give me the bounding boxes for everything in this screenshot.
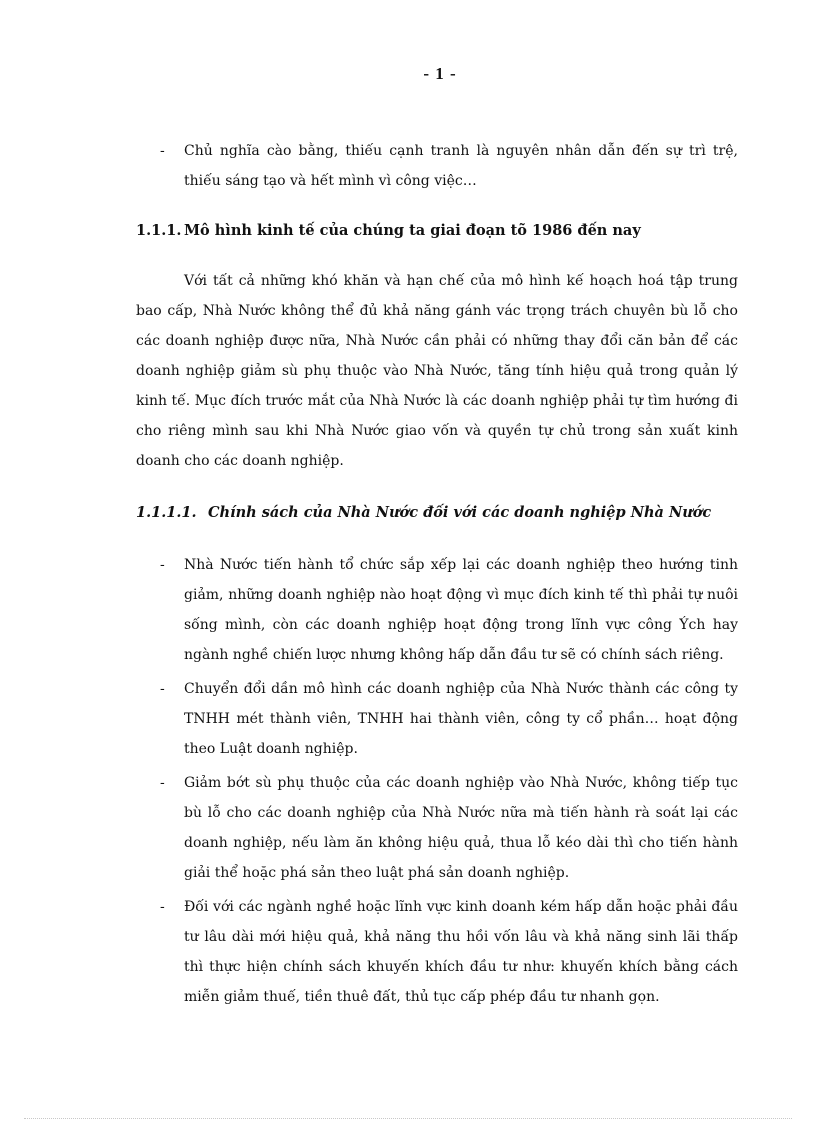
bullet-dash: - <box>160 143 165 159</box>
section-heading-1-1-1 <box>136 216 738 246</box>
bullet-text: Nhà Nước tiến hành tổ chức sắp xếp lại các doanh nghiệp theo hướng tinh giảm, những doanh nghiệp nào hoạt động vì mục đích kinh tế thì phải tự nuôi sống mình, còn các doanh nghiệp hoạt động trong lĩnh vực công Ých hay ngành nghề chiến lược nhưng không hấp dẫn đầu tư sẽ có chính sách riêng. <box>184 557 738 663</box>
bullet-dash: - <box>160 899 165 915</box>
bullet-dash: - <box>160 775 165 791</box>
page-bottom-divider <box>24 1118 792 1119</box>
subsection-title: Chính sách của Nhà Nước đối với các doanh nghiệp Nhà Nước <box>208 504 712 521</box>
bullet-text: Giảm bớt sù phụ thuộc của các doanh nghiệp vào Nhà Nước, không tiếp tục bù lỗ cho các doanh nghiệp của Nhà Nước nữa mà tiến hành rà soát lại các doanh nghiệp, nếu làm ăn không hiệu quả, thua lỗ kéo dài thì cho tiến hành giải thể hoặc phá sản theo luật phá sản doanh nghiệp. <box>184 775 738 881</box>
document-body <box>136 136 738 1012</box>
bullet-text: Chuyển đổi dần mô hình các doanh nghiệp của Nhà Nước thành các công ty TNHH mét thành viên, TNHH hai thành viên, công ty cổ phần… hoạt động theo Luật doanh nghiệp. <box>184 681 738 757</box>
bullet-text: Đối với các ngành nghề hoặc lĩnh vực kinh doanh kém hấp dẫn hoặc phải đầu tư lâu dài mới hiệu quả, khả năng thu hồi vốn lâu và khả năng sinh lãi thấp thì thực hiện chính sách khuyến khích đầu tư như: khuyến khích bằng cách miễn giảm thuế, tiền thuê đất, thủ tục cấp phép đầu tư nhanh gọn. <box>184 899 738 1005</box>
section-title: Mô hình kinh tế của chúng ta giai đoạn tõ 1986 đến nay <box>184 222 641 239</box>
intro-bullet <box>136 136 738 196</box>
bullet-text: Chủ nghĩa cào bằng, thiếu cạnh tranh là nguyên nhân dẫn đến sự trì trệ, thiếu sáng tạo và hết mình vì công việc… <box>184 143 738 189</box>
body-paragraph: Với tất cả những khó khăn và hạn chế của mô hình kế hoạch hoá tập trung bao cấp, Nhà Nước không thể đủ khả năng gánh vác trọng trách chuyên bù lỗ cho các doanh nghiệp được nữa, Nhà Nước cần phải có những thay đổi căn bản để các doanh nghiệp giảm sù phụ thuộc vào Nhà Nước, tăng tính hiệu quả trong quản lý kinh tế. Mục đích trước mắt của Nhà Nước là các doanh nghiệp phải tự tìm hướng đi cho riêng mình sau khi Nhà Nước giao vốn và quyền tự chủ trong sản xuất kinh doanh cho các doanh nghiệp. <box>136 273 738 469</box>
policy-bullet-3 <box>136 768 738 888</box>
subsection-number: 1.1.1.1. <box>136 504 197 521</box>
policy-bullet-1 <box>136 550 738 670</box>
policy-bullet-4 <box>136 892 738 1012</box>
bullet-dash: - <box>160 557 165 573</box>
page-number: - 1 - <box>423 64 457 83</box>
bullet-dash: - <box>160 681 165 697</box>
section-number: 1.1.1. <box>136 222 182 239</box>
section-heading-1-1-1-1 <box>136 498 738 528</box>
policy-bullet-2 <box>136 674 738 764</box>
